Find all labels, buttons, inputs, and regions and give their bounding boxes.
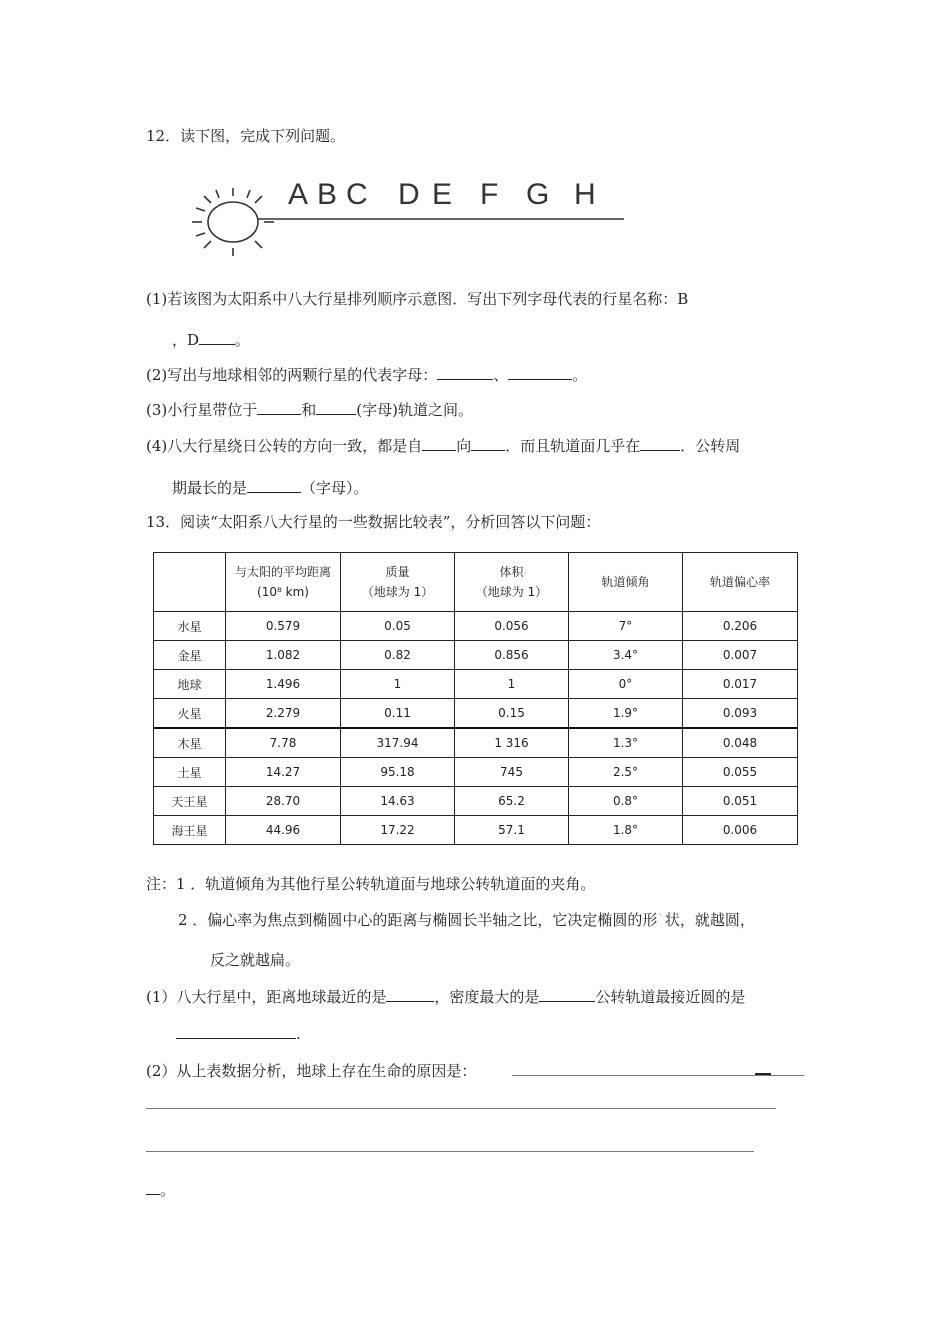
planet-letter-b: B — [317, 178, 338, 211]
q12-part4-to: 向 — [456, 437, 472, 455]
note-1: 注：1 ．轨道倾角为其他行星公转轨道面与地球公转轨道面的夹角。 — [146, 875, 596, 893]
q13-part2-line1 — [146, 1061, 476, 1081]
q13-part1-circular: 公转轨道最接近圆的是 — [595, 988, 746, 1006]
planet-name-cell: 木星 — [154, 728, 226, 758]
table-cell: 0.055 — [683, 758, 798, 787]
table-row — [154, 670, 798, 699]
q12-part4-plane: ．而且轨道面几乎在 — [505, 437, 641, 455]
question-12-title: 12．读下图，完成下列问题。 — [146, 127, 346, 145]
table-cell: 0.15 — [455, 699, 569, 729]
table-cell: 0.056 — [455, 612, 569, 641]
table-cell: 1.8° — [569, 816, 683, 845]
table-cell: 1.3° — [569, 728, 683, 758]
table-cell: 14.27 — [226, 758, 341, 787]
q12-part1-line1 — [146, 289, 688, 309]
q12-part4-longest: 期最长的是 — [172, 479, 248, 497]
planet-name-cell: 地球 — [154, 670, 226, 699]
q12-part2 — [146, 365, 587, 385]
table-cell: 0.856 — [455, 641, 569, 670]
q12-part3 — [146, 400, 473, 420]
header-mass-unit: （地球为 1） — [361, 585, 434, 599]
table-row — [154, 758, 798, 787]
table-header-cell — [683, 553, 798, 612]
table-cell: 57.1 — [455, 816, 569, 845]
table-cell: 0.051 — [683, 787, 798, 816]
q12-part2-text: (2)写出与地球相邻的两颗行星的代表字母： — [146, 366, 438, 384]
q12-part4-line2 — [172, 478, 369, 498]
answer-blank[interactable] — [257, 400, 301, 415]
table-cell: 0.007 — [683, 641, 798, 670]
answer-blank[interactable] — [386, 987, 434, 1002]
planet-letter-g: G — [526, 178, 550, 211]
table-cell: 1 316 — [455, 728, 569, 758]
table-row — [154, 699, 798, 729]
stray-mark: ` — [657, 911, 665, 929]
q12-part4-period: ．公转周 — [680, 437, 741, 455]
q12-part3-and: 和 — [301, 401, 317, 419]
table-cell: 2.279 — [226, 699, 341, 729]
table-header-cell — [226, 553, 341, 612]
q12-part1-end: 。 — [235, 331, 251, 349]
table-header-cell — [455, 553, 569, 612]
table-cell: 745 — [455, 758, 569, 787]
answer-blank[interactable] — [640, 436, 680, 451]
answer-line-mark — [755, 1073, 771, 1075]
table-header-cell — [341, 553, 455, 612]
answer-blank[interactable] — [437, 365, 493, 380]
table-cell: 0.8° — [569, 787, 683, 816]
table-header-cell — [569, 553, 683, 612]
table-cell: 95.18 — [341, 758, 455, 787]
q13-part1-end: . — [296, 1025, 301, 1043]
table-cell: 3.4° — [569, 641, 683, 670]
answer-blank[interactable] — [471, 436, 505, 451]
table-cell: 0.579 — [226, 612, 341, 641]
q12-part2-sep: 、 — [493, 366, 509, 384]
planet-name-cell: 海王星 — [154, 816, 226, 845]
table-cell: 0.093 — [683, 699, 798, 729]
sun-icon — [192, 188, 274, 256]
table-cell: 0.006 — [683, 816, 798, 845]
q12-part1-text-d: ，D — [172, 331, 200, 349]
planet-name-cell: 水星 — [154, 612, 226, 641]
table-header-cell — [154, 553, 226, 612]
header-mass: 质量 — [385, 565, 410, 579]
table-cell: 1 — [455, 670, 569, 699]
header-inclination: 轨道倾角 — [601, 575, 650, 589]
answer-blank[interactable] — [539, 987, 595, 1002]
planet-letter-e: E — [432, 178, 453, 211]
table-cell: 0.048 — [683, 728, 798, 758]
q13-part1-text: (1）八大行星中，距离地球最近的是 — [146, 988, 387, 1006]
table-cell: 0.82 — [341, 641, 455, 670]
answer-blank[interactable] — [508, 365, 572, 380]
planet-name-cell: 金星 — [154, 641, 226, 670]
table-cell: 0.05 — [341, 612, 455, 641]
q13-part1-line1 — [146, 987, 745, 1007]
planet-letter-a: A — [288, 178, 309, 211]
table-cell: 317.94 — [341, 728, 455, 758]
note-2-line2: 反之就越扁。 — [210, 951, 301, 969]
note-2-text-end: 状，就越圆， — [664, 911, 755, 929]
planet-data-table — [153, 552, 798, 845]
table-cell: 7.78 — [226, 728, 341, 758]
table-cell: 0.206 — [683, 612, 798, 641]
answer-line[interactable] — [146, 1151, 754, 1152]
answer-blank[interactable] — [247, 478, 301, 493]
q13-part2-end: 。 — [160, 1181, 176, 1199]
table-cell: 1.9° — [569, 699, 683, 729]
planet-name-cell: 土星 — [154, 758, 226, 787]
answer-blank[interactable] — [316, 400, 356, 415]
planet-letter-h: H — [574, 178, 596, 211]
q13-part2-end-line — [146, 1180, 175, 1200]
table-cell: 1.082 — [226, 641, 341, 670]
table-cell: 65.2 — [455, 787, 569, 816]
table-cell: 28.70 — [226, 787, 341, 816]
planet-letter-c: C — [346, 178, 368, 211]
q12-part4-line1 — [146, 436, 740, 456]
table-cell: 1.496 — [226, 670, 341, 699]
table-cell: 17.22 — [341, 816, 455, 845]
table-row — [154, 787, 798, 816]
answer-line[interactable] — [512, 1075, 804, 1076]
table-row — [154, 641, 798, 670]
table-cell: 1 — [341, 670, 455, 699]
answer-blank[interactable] — [176, 1024, 296, 1039]
answer-blank[interactable] — [146, 1180, 160, 1195]
header-distance: 与太阳的平均距离 — [234, 565, 331, 579]
q13-part2-text: (2）从上表数据分析，地球上存在生命的原因是： — [146, 1062, 477, 1080]
header-volume-unit: （地球为 1） — [475, 585, 548, 599]
header-volume: 体积 — [499, 565, 524, 579]
table-row — [154, 612, 798, 641]
table-cell: 0.017 — [683, 670, 798, 699]
table-row — [154, 816, 798, 845]
note-2-line1 — [178, 910, 755, 930]
q13-part1-line2 — [176, 1024, 301, 1044]
table-cell: 44.96 — [226, 816, 341, 845]
planet-name-cell: 天王星 — [154, 787, 226, 816]
q12-part4-end: （字母）。 — [301, 479, 369, 497]
answer-line[interactable] — [146, 1108, 776, 1109]
header-eccentricity: 轨道偏心率 — [709, 575, 770, 589]
q12-part2-end: 。 — [572, 366, 588, 384]
planet-name-cell: 火星 — [154, 699, 226, 729]
table-cell: 0.11 — [341, 699, 455, 729]
q12-part4-text: (4)八大行星绕日公转的方向一致，都是自 — [146, 437, 423, 455]
answer-blank[interactable] — [199, 330, 235, 345]
note-2-text: 2 ．偏心率为焦点到椭圆中心的距离与椭圆长半轴之比，它决定椭圆的形 — [178, 911, 658, 929]
q12-part1-line2 — [172, 330, 250, 350]
table-cell: 7° — [569, 612, 683, 641]
planet-letter-d: D — [398, 178, 420, 211]
planet-letter-f: F — [480, 178, 499, 211]
table-cell: 14.63 — [341, 787, 455, 816]
table-header-row — [154, 553, 798, 612]
q12-part1-text: (1)若该图为太阳系中八大行星排列顺序示意图．写出下列字母代表的行星名称：B — [146, 290, 689, 308]
table-cell: 0° — [569, 670, 683, 699]
q12-part3-text: (3)小行星带位于 — [146, 401, 258, 419]
q13-part1-density: ，密度最大的是 — [434, 988, 540, 1006]
question-13-title: 13．阅读“太阳系八大行星的一些数据比较表”，分析回答以下问题： — [146, 513, 601, 531]
table-row — [154, 728, 798, 758]
answer-blank[interactable] — [422, 436, 456, 451]
q12-part3-end: (字母)轨道之间。 — [356, 401, 473, 419]
header-distance-unit: (10⁸ km) — [257, 585, 309, 599]
table-cell: 2.5° — [569, 758, 683, 787]
